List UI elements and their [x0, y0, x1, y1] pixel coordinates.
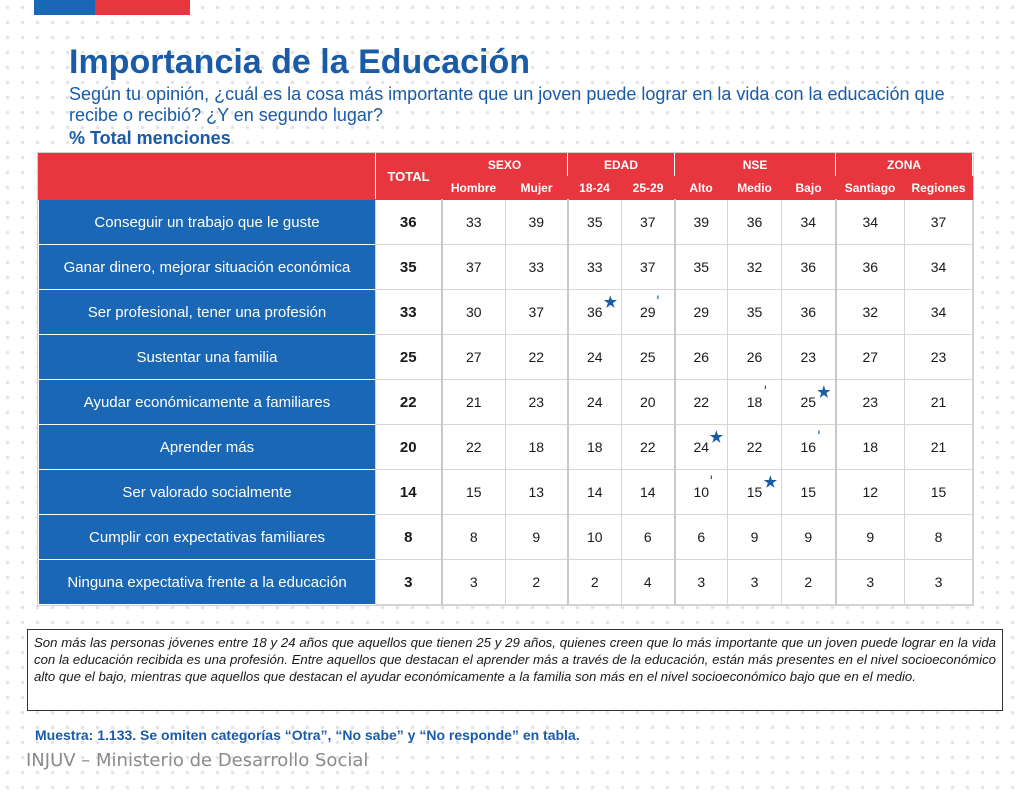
- value-cell: [728, 380, 782, 425]
- value-cell: [782, 425, 836, 470]
- cell-value: 8: [934, 529, 943, 545]
- cell-value: 18: [586, 439, 603, 455]
- table-corner: [39, 154, 376, 200]
- group-header-edad: EDAD: [568, 154, 675, 177]
- value-cell: [442, 290, 506, 335]
- cell-value: 24: [586, 394, 603, 410]
- row-label: Conseguir un trabajo que le guste: [39, 200, 376, 245]
- cell-value: 36: [800, 304, 817, 320]
- cell-value: 39: [693, 214, 710, 230]
- column-header-18-24: 18-24: [568, 177, 622, 200]
- value-cell: [836, 335, 905, 380]
- significance-lower-tick-icon: ˈ: [654, 291, 662, 316]
- value-cell: [568, 560, 622, 605]
- cell-value: 24: [693, 439, 710, 455]
- significance-higher-star-icon: ★: [817, 384, 831, 401]
- value-cell: [836, 560, 905, 605]
- cell-value: 6: [643, 529, 652, 545]
- value-cell: [836, 515, 905, 560]
- column-header-alto: Alto: [675, 177, 728, 200]
- group-header-sexo: SEXO: [442, 154, 568, 177]
- row-label: Sustentar una familia: [39, 335, 376, 380]
- value-cell: [728, 515, 782, 560]
- significance-higher-star-icon: ★: [709, 429, 724, 446]
- value-cell: [728, 560, 782, 605]
- column-header-bajo: Bajo: [782, 177, 836, 200]
- value-cell: [442, 560, 506, 605]
- value-cell: [836, 425, 905, 470]
- cell-value: 23: [930, 349, 947, 365]
- cell-value: 29: [639, 304, 656, 320]
- value-cell: [442, 515, 506, 560]
- table-row: [39, 335, 973, 380]
- brand-bar-red: [95, 0, 190, 15]
- value-cell: [568, 290, 622, 335]
- cell-value: 2: [532, 574, 541, 590]
- value-cell: [836, 380, 905, 425]
- value-cell: [675, 515, 728, 560]
- cell-value: 9: [750, 529, 759, 545]
- value-cell: [506, 425, 568, 470]
- cell-value: 9: [804, 529, 813, 545]
- value-cell: [675, 380, 728, 425]
- sample-note: Muestra: 1.133. Se omiten categorías “Otra”, “No sabe” y “No responde” en tabla.: [35, 727, 580, 743]
- cell-value: 10: [586, 529, 603, 545]
- analysis-note: Son más las personas jóvenes entre 18 y 24 años que aquellos que tienen 25 y 29 años, quienes creen que lo más importante que un joven puede lograr en la vida con la educación recibida es una profesión. Entre aquellos que destacan el aprender más a través de la educación, están más presentes en el nivel socioeconómico alto que el bajo, mientras que aquellos que destacan el ayudar económicamente a la familia son más en el nivel socioeconómico bajo que en el medio.: [27, 629, 1003, 711]
- value-cell: [506, 335, 568, 380]
- value-cell: [622, 200, 675, 245]
- cell-value: 34: [862, 214, 879, 230]
- cell-value: 25: [639, 349, 656, 365]
- cell-value: 22: [693, 394, 710, 410]
- value-cell: [568, 335, 622, 380]
- cell-value: 29: [693, 304, 710, 320]
- value-cell: [622, 380, 675, 425]
- cell-value: 22: [746, 439, 763, 455]
- cell-value: 34: [930, 259, 947, 275]
- cell-value: 14: [639, 484, 656, 500]
- value-cell: [782, 245, 836, 290]
- row-label: Ser valorado socialmente: [39, 470, 376, 515]
- cell-value: 37: [465, 259, 482, 275]
- cell-value: 18: [528, 439, 545, 455]
- value-cell: [568, 425, 622, 470]
- value-cell: [728, 290, 782, 335]
- table-row: [39, 560, 973, 605]
- column-header-medio: Medio: [728, 177, 782, 200]
- value-cell: [622, 335, 675, 380]
- question-subtitle: Según tu opinión, ¿cuál es la cosa más importante que un joven puede lograr en la vida con la educación que recibe o recibió? ¿Y en segundo lugar?: [69, 84, 945, 125]
- cell-value: 20: [639, 394, 656, 410]
- row-label: Ayudar económicamente a familiares: [39, 380, 376, 425]
- cell-value: 36: [862, 259, 879, 275]
- column-header-mujer: Mujer: [506, 177, 568, 200]
- results-table: [38, 153, 973, 605]
- value-cell: [506, 470, 568, 515]
- value-cell: [506, 560, 568, 605]
- column-header-25-29: 25-29: [622, 177, 675, 200]
- cell-value: 32: [862, 304, 879, 320]
- cell-value: 22: [465, 439, 482, 455]
- brand-color-bar: [34, 0, 190, 15]
- table-row: [39, 380, 973, 425]
- cell-value: 33: [586, 259, 603, 275]
- table-row: [39, 245, 973, 290]
- value-cell: [782, 200, 836, 245]
- significance-lower-tick-icon: ˈ: [761, 381, 770, 406]
- cell-value: 23: [800, 349, 817, 365]
- cell-value: 22: [639, 439, 656, 455]
- cell-value: 23: [528, 394, 545, 410]
- cell-value: 21: [930, 439, 947, 455]
- cell-value: 15: [930, 484, 947, 500]
- cell-value: 15: [465, 484, 482, 500]
- value-cell: [728, 425, 782, 470]
- cell-value: 18: [746, 394, 763, 410]
- value-cell: [568, 380, 622, 425]
- value-cell: [836, 245, 905, 290]
- page-title: Importancia de la Educación: [69, 43, 531, 81]
- value-cell: [442, 380, 506, 425]
- value-cell: [836, 200, 905, 245]
- column-header-santiago: Santiago: [836, 177, 905, 200]
- total-cell: 22: [376, 380, 442, 425]
- cell-value: 3: [750, 574, 759, 590]
- cell-value: 26: [746, 349, 763, 365]
- row-label: Aprender más: [39, 425, 376, 470]
- cell-value: 27: [465, 349, 482, 365]
- cell-value: 9: [532, 529, 541, 545]
- value-cell: [622, 515, 675, 560]
- value-cell: [506, 245, 568, 290]
- value-cell: [506, 200, 568, 245]
- value-cell: [905, 380, 973, 425]
- value-cell: [622, 245, 675, 290]
- value-cell: [782, 335, 836, 380]
- cell-value: 12: [862, 484, 879, 500]
- row-label: Ser profesional, tener una profesión: [39, 290, 376, 335]
- brand-bar-blue: [34, 0, 95, 15]
- cell-value: 3: [469, 574, 478, 590]
- value-cell: [782, 515, 836, 560]
- cell-value: 14: [586, 484, 603, 500]
- cell-value: 37: [639, 259, 656, 275]
- total-cell: 25: [376, 335, 442, 380]
- value-cell: [622, 290, 675, 335]
- value-cell: [568, 200, 622, 245]
- cell-value: 39: [528, 214, 545, 230]
- cell-value: 37: [930, 214, 947, 230]
- value-cell: [905, 290, 973, 335]
- value-cell: [675, 245, 728, 290]
- table-row: [39, 290, 973, 335]
- cell-value: 30: [465, 304, 482, 320]
- value-cell: [782, 560, 836, 605]
- value-cell: [442, 425, 506, 470]
- group-header-nse: NSE: [675, 154, 836, 177]
- cell-value: 3: [934, 574, 943, 590]
- value-cell: [506, 515, 568, 560]
- value-cell: [728, 335, 782, 380]
- value-cell: [675, 470, 728, 515]
- value-cell: [836, 290, 905, 335]
- cell-value: 33: [465, 214, 482, 230]
- cell-value: 4: [643, 574, 652, 590]
- cell-value: 10: [693, 484, 710, 500]
- value-cell: [905, 560, 973, 605]
- cell-value: 36: [746, 214, 763, 230]
- total-cell: 33: [376, 290, 442, 335]
- footer-credit: INJUV – Ministerio de Desarrollo Social: [26, 750, 369, 771]
- cell-value: 21: [465, 394, 482, 410]
- cell-value: 15: [746, 484, 763, 500]
- table-row: [39, 470, 973, 515]
- value-cell: [675, 335, 728, 380]
- cell-value: 37: [528, 304, 545, 320]
- cell-value: 2: [590, 574, 599, 590]
- value-cell: [622, 560, 675, 605]
- value-cell: [728, 200, 782, 245]
- cell-value: 15: [800, 484, 817, 500]
- total-cell: 14: [376, 470, 442, 515]
- table-row: [39, 425, 973, 470]
- cell-value: 35: [586, 214, 603, 230]
- value-cell: [728, 470, 782, 515]
- significance-lower-tick-icon: ˈ: [707, 471, 716, 496]
- row-label: Ganar dinero, mejorar situación económica: [39, 245, 376, 290]
- significance-higher-star-icon: ★: [763, 474, 778, 491]
- significance-lower-tick-icon: ˈ: [815, 426, 823, 451]
- value-cell: [905, 515, 973, 560]
- cell-value: 3: [697, 574, 706, 590]
- table-body: [39, 200, 973, 605]
- cell-value: 24: [586, 349, 603, 365]
- cell-value: 13: [528, 484, 545, 500]
- value-cell: [675, 425, 728, 470]
- group-header-zona: ZONA: [836, 154, 973, 177]
- total-cell: 36: [376, 200, 442, 245]
- row-label: Ninguna expectativa frente a la educación: [39, 560, 376, 605]
- value-cell: [905, 335, 973, 380]
- value-cell: [782, 380, 836, 425]
- value-cell: [442, 335, 506, 380]
- column-header-hombre: Hombre: [442, 177, 506, 200]
- value-cell: [442, 245, 506, 290]
- value-cell: [622, 470, 675, 515]
- cell-value: 2: [804, 574, 813, 590]
- value-cell: [905, 425, 973, 470]
- cell-value: 34: [930, 304, 947, 320]
- cell-value: 3: [866, 574, 875, 590]
- value-cell: [675, 290, 728, 335]
- value-cell: [675, 560, 728, 605]
- cell-value: 33: [528, 259, 545, 275]
- value-cell: [782, 290, 836, 335]
- total-header: TOTAL: [376, 154, 442, 200]
- total-cell: 3: [376, 560, 442, 605]
- cell-value: 37: [639, 214, 656, 230]
- cell-value: 22: [528, 349, 545, 365]
- total-cell: 35: [376, 245, 442, 290]
- value-cell: [442, 200, 506, 245]
- cell-value: 23: [862, 394, 879, 410]
- cell-value: 32: [746, 259, 763, 275]
- cell-value: 36: [800, 259, 817, 275]
- cell-value: 34: [800, 214, 817, 230]
- value-cell: [568, 470, 622, 515]
- value-cell: [728, 245, 782, 290]
- cell-value: 35: [693, 259, 710, 275]
- cell-value: 21: [930, 394, 947, 410]
- total-cell: 8: [376, 515, 442, 560]
- value-cell: [442, 470, 506, 515]
- cell-value: 27: [862, 349, 879, 365]
- cell-value: 6: [697, 529, 706, 545]
- total-cell: 20: [376, 425, 442, 470]
- value-cell: [506, 380, 568, 425]
- value-cell: [905, 200, 973, 245]
- value-cell: [622, 425, 675, 470]
- measure-label: % Total menciones: [69, 128, 231, 148]
- cell-value: 8: [469, 529, 478, 545]
- cell-value: 18: [862, 439, 879, 455]
- value-cell: [905, 470, 973, 515]
- value-cell: [675, 200, 728, 245]
- column-header-regiones: Regiones: [905, 177, 973, 200]
- row-label: Cumplir con expectativas familiares: [39, 515, 376, 560]
- cell-value: 35: [746, 304, 763, 320]
- cell-value: 16: [800, 439, 817, 455]
- value-cell: [506, 290, 568, 335]
- cell-value: 25: [800, 394, 817, 410]
- value-cell: [568, 515, 622, 560]
- cell-value: 26: [693, 349, 710, 365]
- table-row: [39, 200, 973, 245]
- value-cell: [782, 470, 836, 515]
- significance-higher-star-icon: ★: [603, 294, 618, 311]
- value-cell: [568, 245, 622, 290]
- value-cell: [905, 245, 973, 290]
- cell-value: 9: [866, 529, 875, 545]
- cell-value: 36: [586, 304, 603, 320]
- table-row: [39, 515, 973, 560]
- value-cell: [836, 470, 905, 515]
